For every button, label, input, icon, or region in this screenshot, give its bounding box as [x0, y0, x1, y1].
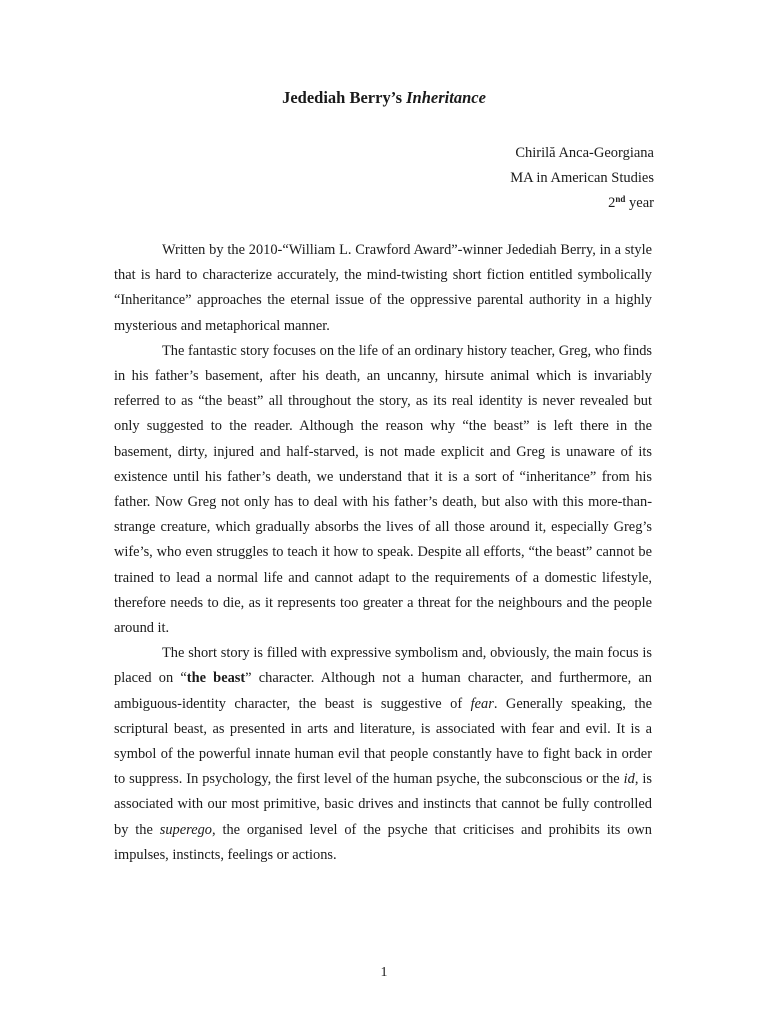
title-text: Jedediah Berry’s — [282, 88, 407, 107]
study-year — [510, 191, 654, 216]
paragraph-3-italic-id: id — [623, 771, 635, 788]
paragraph-3-part-5: , the organised level of the psyche that criticises and prohibits its own impulses, instincts, feelings or actions. — [114, 821, 652, 863]
title-italic-text: Inheritance — [406, 88, 486, 107]
author-block — [510, 141, 654, 216]
paragraph-3-part-3: . Generally speaking, the scriptural beast, as presented in arts and literature, is associated with fear and evil. It is a symbol of the powerful innate human evil that people constantly have to fight back in order to suppress. In psychology, the first level of the human psyche, the subconscious or the — [114, 695, 652, 788]
body-text — [114, 238, 652, 868]
author-name: Chirilă Anca-Georgiana — [515, 145, 654, 161]
paragraph-3-part-2: ” character. Although not a human character, and furthermore, an ambiguous-identity character, the beast is suggestive of — [114, 670, 652, 712]
paragraph-3 — [114, 641, 652, 868]
year-suffix: nd — [615, 194, 626, 204]
paragraph-3-part-1: The short story is filled with expressive symbolism and, obviously, the main focus is placed on “ — [114, 645, 652, 687]
page-number: 1 — [380, 965, 388, 980]
paragraph-1: Written by the 2010-“William L. Crawford Award”-winner Jedediah Berry, in a style that is hard to characterize accurately, the mind-twisting short fiction entitled symbolically “Inheritance” approaches the eternal issue of the oppressive parental authority in a highly mysterious and metaphorical manner. — [114, 242, 652, 334]
year-word: year — [625, 195, 654, 211]
document-title — [0, 88, 768, 108]
paragraph-3-italic-fear: fear — [470, 695, 494, 712]
paragraph-3-italic-superego: superego — [159, 821, 212, 838]
paragraph-2: The fantastic story focuses on the life of an ordinary history teacher, Greg, who finds in his father’s basement, after his death, an uncanny, hirsute animal which is invariably referred to as “the beast” all throughout the story, as its real identity is never revealed but only suggested to the reader. Although the reason why “the beast” is left there in the basement, dirty, injured and half-starved, is not made explicit and Greg is unaware of its existence until his father’s death, we understand that it is a sort of “inheritance” from his father. Now Greg not only has to deal with his father’s death, but also with this more-than-strange creature, which gradually absorbs the lives of all those around it, especially Greg’s wife’s, who even struggles to teach it how to speak. Despite all efforts, “the beast” cannot be trained to lead a normal life and cannot adapt to the requirements of a domestic lifestyle, therefore needs to die, as it represents too greater a threat for the neighbours and the people around it. — [114, 342, 652, 637]
paragraph-3-bold-term: the beast — [186, 670, 246, 687]
program-name: MA in American Studies — [510, 170, 654, 186]
year-number: 2 — [608, 195, 616, 211]
paragraph-3-part-4: , is associated with our most primitive, basic drives and instincts that cannot be fully controlled by the — [114, 771, 652, 838]
